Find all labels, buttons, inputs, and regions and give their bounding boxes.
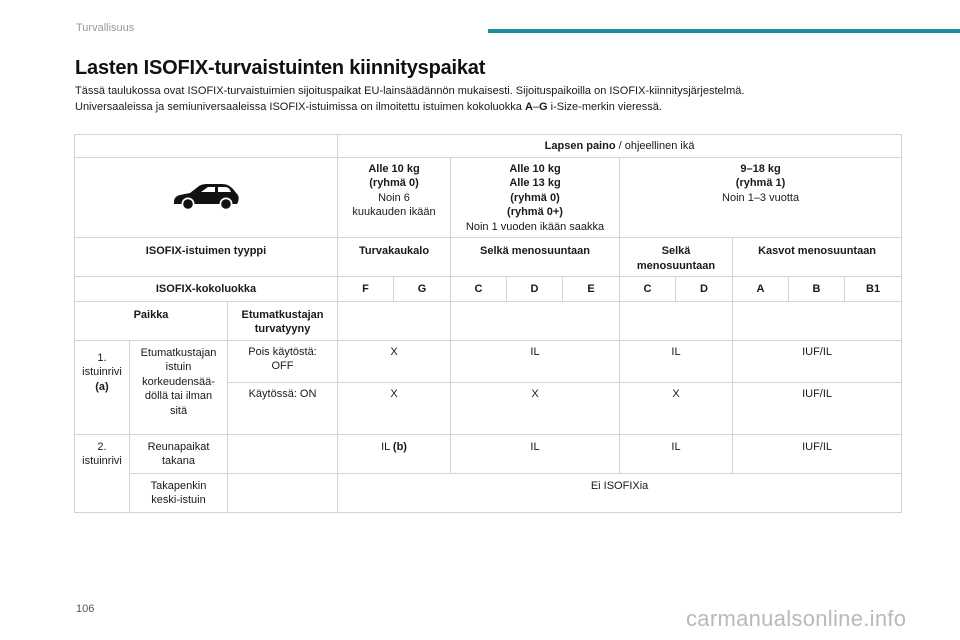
row2-center-l1: Takapenkin [150,479,207,492]
group-0-cell [338,157,451,238]
group-0plus-class-2: (ryhmä 0+) [507,206,563,218]
place-label: Paikka [75,301,228,340]
airbag-off-l2: OFF [271,360,294,372]
row1-off-rear1: IL [451,340,620,382]
place-empty-3 [620,301,733,340]
type-carrycot: Turvakaukalo [338,238,451,277]
size-row [75,277,902,302]
airbag-header-line1: Etumatkustajan [241,308,324,321]
row1-on-rear1: X [451,382,620,434]
group-0-age-2: kuukauden ikään [352,206,436,218]
isofix-table [74,134,902,513]
row1-seat [130,340,228,434]
row1-label [75,340,130,434]
group-0plus-age: Noin 1 vuoden ikään saakka [465,220,605,233]
group-0plus-weight-2: Alle 13 kg [509,177,561,189]
intro-line-2-post: i-Size-merkin vieressä. [547,100,662,113]
size-d-2: D [676,277,733,302]
row1-on-carrycot: X [338,382,451,434]
airbag-off-l1: Pois käytöstä: [248,345,317,358]
type-rear-facing-2-line2: menosuuntaan [636,259,716,272]
size-f: F [338,277,394,302]
row2-outer-rear1: IL [451,434,620,473]
row1-off-rear2: IL [620,340,733,382]
section-accent-bar [488,29,960,33]
page-number: 106 [76,603,95,615]
row1-seat-l1: Etumatkustajan [140,346,217,359]
row1-on-forward: IUF/IL [733,382,902,434]
row2-outer [75,434,902,473]
row2-outer-note-b: (b) [392,440,407,453]
row2-label-text: istuinrivi [82,455,122,467]
row1-off-forward: IUF/IL [733,340,902,382]
section-label: Turvallisuus [76,22,135,34]
group-0-weight: Alle 10 kg [368,162,420,175]
row2-label [75,434,130,512]
weight-header-cell [338,135,902,158]
size-class-a: A [524,100,533,113]
weight-header-bold: Lapsen paino [544,140,616,152]
airbag-off-label [228,340,338,382]
group-0-age-1: Noin 6 [378,191,410,204]
type-rear-facing-2 [620,238,733,277]
group-0plus-weight-1: Alle 10 kg [509,162,561,175]
row2-center-seat [130,473,228,512]
row1-seat-l2: istuin [165,361,192,373]
size-class-g: G [539,100,548,113]
group-0-class: (ryhmä 0) [369,177,419,189]
size-e: E [563,277,620,302]
row1-airbag-off [75,340,902,382]
group-1-weight: 9–18 kg [740,162,781,175]
row2-outer-il: IL [381,440,393,453]
size-a: A [733,277,789,302]
place-row [75,301,902,340]
row1-seat-l5: sitä [169,404,188,417]
weight-header-rest: / ohjeellinen ikä [615,140,695,152]
group-0plus-cell [451,157,620,238]
watermark: carmanualsonline.info [686,606,907,631]
intro-line-1: Tässä taulukossa ovat ISOFIX-turvaistuimien sijoituspaikat EU-lainsäädännön mukaisesti. Sijoituspaikoilla on ISOFIX-kiinnitysjärjestelmä. [75,85,745,97]
size-b1: B1 [845,277,902,302]
intro-dash: – [532,100,540,113]
group-1-cell [620,157,902,238]
place-empty-1 [338,301,451,340]
car-icon [171,179,241,213]
size-g: G [394,277,451,302]
row1-on-rear2: X [620,382,733,434]
page-title: Lasten ISOFIX-turvaistuinten kiinnityspaikat [75,57,486,79]
row1-label-text: istuinrivi [82,366,122,378]
size-row-label: ISOFIX-kokoluokka [75,277,338,302]
row2-label-num: 2. [97,440,107,453]
car-icon-cell [75,157,338,238]
place-empty-2 [451,301,620,340]
row1-label-num: 1. [97,351,107,364]
group-1-age: Noin 1–3 vuotta [722,191,800,204]
intro-text [75,84,905,115]
size-c: C [451,277,507,302]
size-b: B [789,277,845,302]
size-c-2: C [620,277,676,302]
group-0plus-class-1: (ryhmä 0) [510,191,560,204]
row1-seat-l3: korkeudensää- [142,375,215,388]
row1-off-carrycot: X [338,340,451,382]
row2-center-l2: keski-istuin [151,494,206,506]
row2-outer-carrycot [338,434,451,473]
type-rear-facing-1: Selkä menosuuntaan [451,238,620,277]
weight-header-row [75,135,902,158]
row2-outer-rear2: IL [620,434,733,473]
airbag-header-line2: turvatyyny [254,323,311,335]
row2-outer-l1: Reunapaikat [147,440,210,453]
row2-center-empty [228,473,338,512]
row1-seat-l4: döllä tai ilman [144,390,213,402]
type-row-label: ISOFIX-istuimen tyyppi [75,238,338,277]
intro-line-2 [75,100,905,116]
airbag-on-label: Käytössä: ON [228,382,338,434]
intro-line-2-pre: Universaaleissa ja semiuniversaaleissa ISOFIX-istuimissa on ilmoitettu istuimen kokoluokka [75,100,525,113]
row1-label-note: (a) [95,380,109,393]
row2-center-value: Ei ISOFIXia [338,473,902,512]
place-empty-4 [733,301,902,340]
row2-center [75,473,902,512]
type-rear-facing-2-line1: Selkä [661,245,691,257]
row2-outer-empty [228,434,338,473]
row2-outer-l2: takana [161,455,196,467]
row2-outer-forward: IUF/IL [733,434,902,473]
airbag-header [228,301,338,340]
group-1-class: (ryhmä 1) [735,177,786,189]
type-forward-facing: Kasvot menosuuntaan [733,238,902,277]
size-d: D [507,277,563,302]
type-row [75,238,902,277]
groups-row [75,157,902,238]
empty-corner-cell [75,135,338,158]
row2-outer-seats [130,434,228,473]
